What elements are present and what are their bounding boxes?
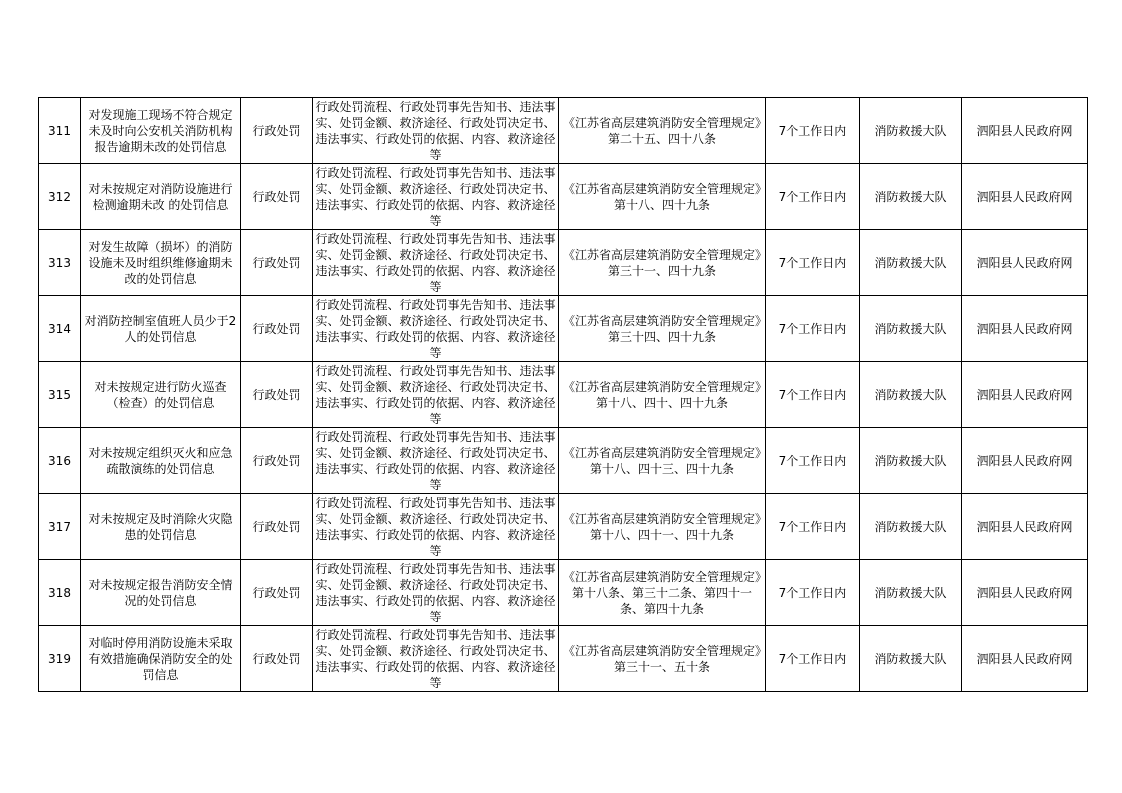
table-row — [39, 164, 1088, 230]
time-limit: 7个工作日内 — [766, 296, 860, 362]
time-limit: 7个工作日内 — [766, 98, 860, 164]
item-name: 对未按规定进行防火巡查（检查）的处罚信息 — [81, 362, 241, 428]
disclosure-channel: 泗阳县人民政府网 — [962, 494, 1088, 560]
item-name: 对发生故障（损坏）的消防设施未及时组织维修逾期未改的处罚信息 — [81, 230, 241, 296]
table-row — [39, 296, 1088, 362]
responsible-department: 消防救援大队 — [860, 98, 962, 164]
responsible-department: 消防救援大队 — [860, 164, 962, 230]
row-number: 318 — [39, 560, 81, 626]
item-name: 对发现施工现场不符合规定未及时向公安机关消防机构报告逾期未改的处罚信息 — [81, 98, 241, 164]
row-number: 313 — [39, 230, 81, 296]
row-number: 314 — [39, 296, 81, 362]
disclosure-channel: 泗阳县人民政府网 — [962, 296, 1088, 362]
disclosure-channel: 泗阳县人民政府网 — [962, 626, 1088, 692]
responsible-department: 消防救援大队 — [860, 362, 962, 428]
row-number: 317 — [39, 494, 81, 560]
time-limit: 7个工作日内 — [766, 164, 860, 230]
item-category: 行政处罚 — [241, 230, 313, 296]
disclosure-content: 行政处罚流程、行政处罚事先告知书、违法事实、处罚金额、救济途径、行政处罚决定书、违法事实、行政处罚的依据、内容、救济途径等 — [313, 362, 559, 428]
item-name: 对未按规定及时消除火灾隐患的处罚信息 — [81, 494, 241, 560]
disclosure-channel: 泗阳县人民政府网 — [962, 560, 1088, 626]
disclosure-content: 行政处罚流程、行政处罚事先告知书、违法事实、处罚金额、救济途径、行政处罚决定书、违法事实、行政处罚的依据、内容、救济途径等 — [313, 428, 559, 494]
item-category: 行政处罚 — [241, 494, 313, 560]
disclosure-content: 行政处罚流程、行政处罚事先告知书、违法事实、处罚金额、救济途径、行政处罚决定书、违法事实、行政处罚的依据、内容、救济途径等 — [313, 494, 559, 560]
row-number: 312 — [39, 164, 81, 230]
responsible-department: 消防救援大队 — [860, 560, 962, 626]
item-name: 对消防控制室值班人员少于2人的处罚信息 — [81, 296, 241, 362]
disclosure-content: 行政处罚流程、行政处罚事先告知书、违法事实、处罚金额、救济途径、行政处罚决定书、违法事实、行政处罚的依据、内容、救济途径等 — [313, 164, 559, 230]
item-name: 对未按规定组织灭火和应急疏散演练的处罚信息 — [81, 428, 241, 494]
responsible-department: 消防救援大队 — [860, 296, 962, 362]
responsible-department: 消防救援大队 — [860, 626, 962, 692]
item-name: 对未按规定报告消防安全情况的处罚信息 — [81, 560, 241, 626]
table-row — [39, 626, 1088, 692]
item-name: 对临时停用消防设施未采取有效措施确保消防安全的处罚信息 — [81, 626, 241, 692]
row-number: 311 — [39, 98, 81, 164]
responsible-department: 消防救援大队 — [860, 428, 962, 494]
time-limit: 7个工作日内 — [766, 494, 860, 560]
disclosure-channel: 泗阳县人民政府网 — [962, 428, 1088, 494]
disclosure-content: 行政处罚流程、行政处罚事先告知书、违法事实、处罚金额、救济途径、行政处罚决定书、违法事实、行政处罚的依据、内容、救济途径等 — [313, 296, 559, 362]
row-number: 319 — [39, 626, 81, 692]
legal-basis: 《江苏省高层建筑消防安全管理规定》第十八、四十九条 — [559, 164, 766, 230]
table-row — [39, 230, 1088, 296]
disclosure-channel: 泗阳县人民政府网 — [962, 362, 1088, 428]
legal-basis: 《江苏省高层建筑消防安全管理规定》第十八、四十一、四十九条 — [559, 494, 766, 560]
item-category: 行政处罚 — [241, 626, 313, 692]
row-number: 316 — [39, 428, 81, 494]
item-category: 行政处罚 — [241, 98, 313, 164]
time-limit: 7个工作日内 — [766, 560, 860, 626]
item-name: 对未按规定对消防设施进行检测逾期未改 的处罚信息 — [81, 164, 241, 230]
table-row — [39, 98, 1088, 164]
legal-basis: 《江苏省高层建筑消防安全管理规定》第三十一、四十九条 — [559, 230, 766, 296]
disclosure-content: 行政处罚流程、行政处罚事先告知书、违法事实、处罚金额、救济途径、行政处罚决定书、违法事实、行政处罚的依据、内容、救济途径等 — [313, 626, 559, 692]
table-row — [39, 362, 1088, 428]
item-category: 行政处罚 — [241, 362, 313, 428]
disclosure-channel: 泗阳县人民政府网 — [962, 230, 1088, 296]
disclosure-channel: 泗阳县人民政府网 — [962, 164, 1088, 230]
time-limit: 7个工作日内 — [766, 428, 860, 494]
table-row — [39, 428, 1088, 494]
time-limit: 7个工作日内 — [766, 362, 860, 428]
disclosure-content: 行政处罚流程、行政处罚事先告知书、违法事实、处罚金额、救济途径、行政处罚决定书、违法事实、行政处罚的依据、内容、救济途径等 — [313, 98, 559, 164]
table-row — [39, 494, 1088, 560]
item-category: 行政处罚 — [241, 560, 313, 626]
disclosure-content: 行政处罚流程、行政处罚事先告知书、违法事实、处罚金额、救济途径、行政处罚决定书、违法事实、行政处罚的依据、内容、救济途径等 — [313, 560, 559, 626]
disclosure-content: 行政处罚流程、行政处罚事先告知书、违法事实、处罚金额、救济途径、行政处罚决定书、违法事实、行政处罚的依据、内容、救济途径等 — [313, 230, 559, 296]
legal-basis: 《江苏省高层建筑消防安全管理规定》第十八条、第三十二条、第四十一条、第四十九条 — [559, 560, 766, 626]
item-category: 行政处罚 — [241, 296, 313, 362]
time-limit: 7个工作日内 — [766, 626, 860, 692]
legal-basis: 《江苏省高层建筑消防安全管理规定》第二十五、四十八条 — [559, 98, 766, 164]
legal-basis: 《江苏省高层建筑消防安全管理规定》第十八、四十三、四十九条 — [559, 428, 766, 494]
time-limit: 7个工作日内 — [766, 230, 860, 296]
legal-basis: 《江苏省高层建筑消防安全管理规定》第三十四、四十九条 — [559, 296, 766, 362]
item-category: 行政处罚 — [241, 164, 313, 230]
legal-basis: 《江苏省高层建筑消防安全管理规定》第三十一、五十条 — [559, 626, 766, 692]
row-number: 315 — [39, 362, 81, 428]
responsible-department: 消防救援大队 — [860, 494, 962, 560]
disclosure-table — [38, 97, 1088, 692]
responsible-department: 消防救援大队 — [860, 230, 962, 296]
disclosure-channel: 泗阳县人民政府网 — [962, 98, 1088, 164]
table-body — [39, 98, 1088, 692]
item-category: 行政处罚 — [241, 428, 313, 494]
legal-basis: 《江苏省高层建筑消防安全管理规定》第十八、四十、四十九条 — [559, 362, 766, 428]
table-row — [39, 560, 1088, 626]
